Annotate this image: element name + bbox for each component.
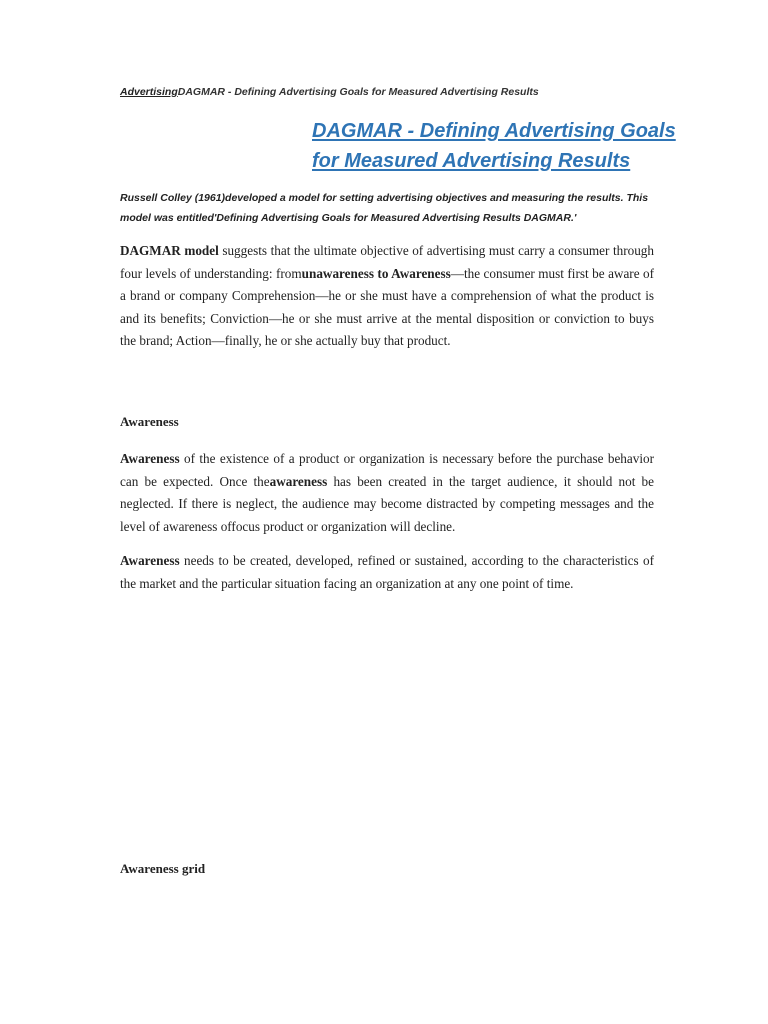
awareness-term-2: awareness: [269, 473, 328, 489]
dagmar-term-2: unawareness to Awareness: [301, 265, 451, 281]
intro-paragraph: Russell Colley (1961)developed a model for setting advertising objectives and measuring the results. This model was entitled'Defining Advertising Goals for Measured Advertising Results DAGMAR.': [120, 192, 649, 224]
dagmar-text-1: suggests that the ultimate objective of advertising must carry a consumer through four levels of understanding: from: [120, 243, 654, 281]
dagmar-paragraph: [120, 240, 654, 353]
breadcrumb-current: DAGMAR - Defining Advertising Goals for Measured Advertising Results: [177, 86, 539, 98]
awareness-paragraph-2: [120, 550, 654, 595]
breadcrumb: [120, 86, 539, 98]
awareness-term-p2: Awareness: [120, 553, 180, 568]
awareness-heading: Awareness: [120, 414, 179, 429]
awareness-p1-text-1: of the existence of a product or organization is necessary before the purchase behavior can be expected. Once the: [120, 451, 654, 489]
dagmar-term: DAGMAR model: [120, 243, 219, 258]
page-title: [312, 116, 712, 176]
awareness-paragraph-1: [120, 448, 654, 538]
awareness-grid-heading: Awareness grid: [120, 861, 206, 876]
awareness-p1-text-2: has been created in the target audience, it should not be neglected. If there is neglect, the audience may become distracted by competing messages and the level of awareness offocus product or organization will decline.: [120, 473, 654, 534]
page-title-line-2: for Measured Advertising Results: [312, 150, 631, 172]
awareness-p2-text: needs to be created, developed, refined or sustained, according to the characteristics of the market and the particular situation facing an organization at any one point of time.: [120, 553, 654, 591]
breadcrumb-link-advertising[interactable]: Advertising: [120, 86, 178, 98]
dagmar-text-2: —the consumer must first be aware of a brand or company Comprehension—he or she must have a comprehension of what the product is and its benefits; Conviction—he or she must arrive at the mental disposition or conviction to buys the brand; Action—finally, he or she actually buy that product.: [120, 265, 655, 349]
page-title-line-1: DAGMAR - Defining Advertising Goals: [312, 120, 676, 142]
awareness-term: Awareness: [120, 451, 180, 466]
